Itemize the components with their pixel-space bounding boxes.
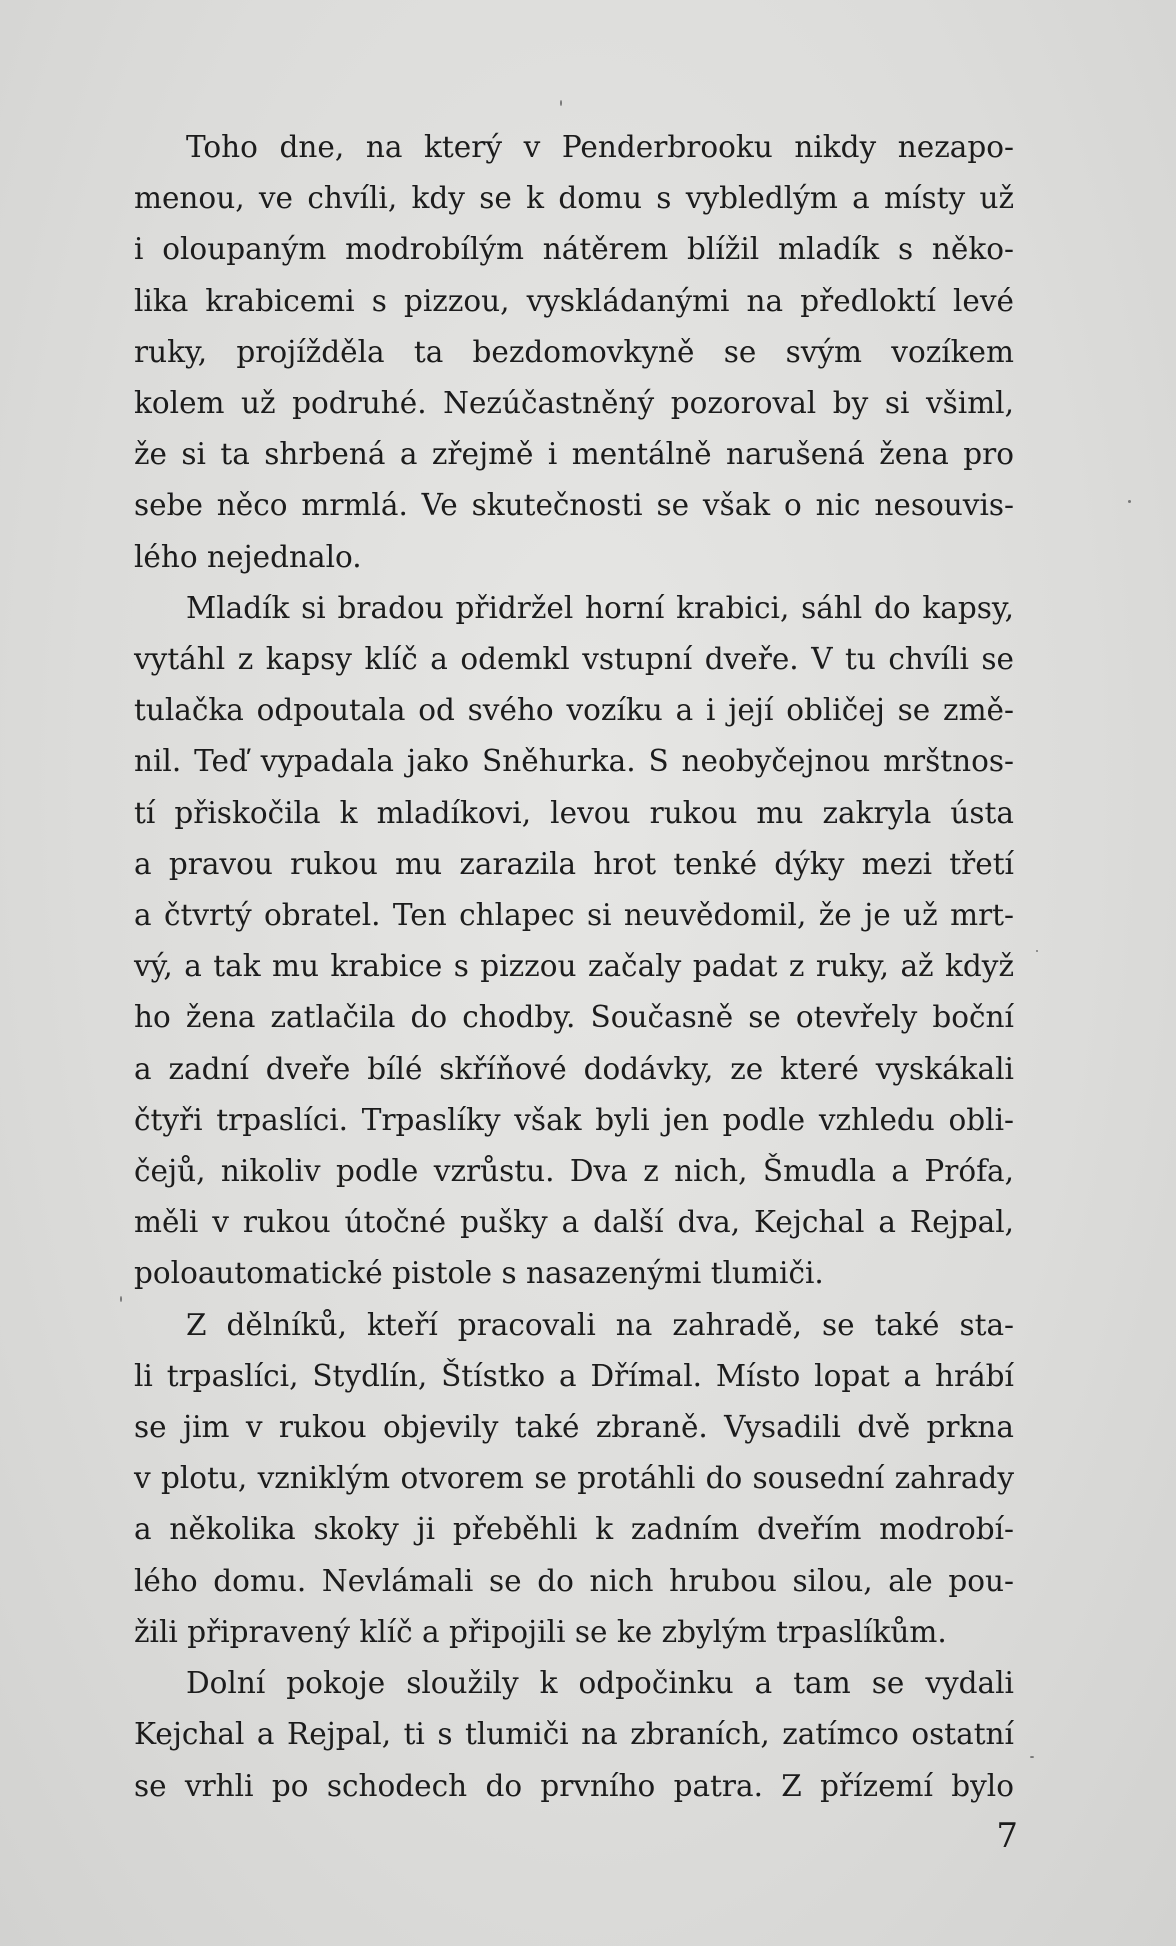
text-line: lého domu. Nevlámali se do nich hrubou silou, ale pou- <box>134 1563 1014 1598</box>
text-line: li trpaslíci, Stydlín, Štístko a Dřímal. Místo lopat a hrábí <box>134 1358 1014 1393</box>
text-line: a několika skoky ji přeběhli k zadním dveřím modrobí- <box>134 1512 1014 1547</box>
text-line: nil. Teď vypadala jako Sněhurka. S neobyčejnou mrštnos- <box>134 744 1014 779</box>
paragraph-2 <box>134 583 1014 1300</box>
text-line: žili připravený klíč a připojili se ke zbylým trpaslíkům. <box>134 1614 947 1649</box>
text-line: Z dělníků, kteří pracovali na zahradě, se také sta- <box>186 1307 1014 1342</box>
text-line: čtyři trpaslíci. Trpaslíky však byli jen podle vzhledu obli- <box>134 1102 1014 1137</box>
text-line: ho žena zatlačila do chodby. Současně se otevřely boční <box>134 1000 1014 1035</box>
text-line: menou, ve chvíli, kdy se k domu s vybledlým a místy už <box>134 181 1014 216</box>
text-line: a čtvrtý obratel. Ten chlapec si neuvědomil, že je už mrt- <box>134 898 1014 933</box>
text-line: a zadní dveře bílé skříňové dodávky, ze které vyskákali <box>134 1051 1014 1086</box>
text-line: i oloupaným modrobílým nátěrem blížil mladík s něko- <box>134 232 1014 267</box>
text-line: se jim v rukou objevily také zbraně. Vysadili dvě prkna <box>134 1410 1014 1445</box>
text-line: Toho dne, na který v Penderbrooku nikdy nezapo- <box>186 130 1014 164</box>
text-line: měli v rukou útočné pušky a další dva, Kejchal a Rejpal, <box>134 1205 1014 1240</box>
text-line: tulačka odpoutala od svého vozíku a i její obličej se změ- <box>134 693 1014 728</box>
text-line: vytáhl z kapsy klíč a odemkl vstupní dveře. V tu chvíli se <box>134 642 1014 677</box>
text-line: a pravou rukou mu zarazila hrot tenké dýky mezi třetí <box>134 846 1014 881</box>
text-line: se vrhli po schodech do prvního patra. Z přízemí bylo <box>134 1768 1014 1803</box>
text-line: Kejchal a Rejpal, ti s tlumiči na zbraních, zatímco ostatní <box>134 1717 1014 1752</box>
text-line: v plotu, vzniklým otvorem se protáhli do sousední zahrady <box>134 1461 1014 1496</box>
text-line: čejů, nikoliv podle vzrůstu. Dva z nich, Šmudla a Prófa, <box>134 1154 1014 1189</box>
text-line: lika krabicemi s pizzou, vyskládanými na předloktí levé <box>134 283 1014 318</box>
paper-speck <box>1036 950 1038 952</box>
text-line: kolem už podruhé. Nezúčastněný pozoroval by si všiml, <box>134 386 1014 421</box>
page-body-text <box>134 122 1014 1812</box>
text-line: poloautomatické pistole s nasazenými tlumiči. <box>134 1256 824 1291</box>
page-number: 7 <box>996 1816 1018 1856</box>
text-line: ruky, projížděla ta bezdomovkyně se svým vozíkem <box>134 334 1014 369</box>
paragraph-1 <box>134 122 1014 583</box>
paper-speck <box>1128 500 1131 503</box>
paragraph-4 <box>134 1658 1014 1812</box>
paper-speck <box>120 1296 122 1302</box>
text-line: Dolní pokoje sloužily k odpočinku a tam se vydali <box>186 1666 1014 1701</box>
text-line: tí přiskočila k mladíkovi, levou rukou mu zakryla ústa <box>134 795 1014 830</box>
text-line: že si ta shrbená a zřejmě i mentálně narušená žena pro <box>134 437 1014 472</box>
paper-speck <box>1030 1756 1034 1758</box>
text-line: lého nejednalo. <box>134 539 362 574</box>
text-line: Mladík si bradou přidržel horní krabici, sáhl do kapsy, <box>186 590 1014 625</box>
text-line: vý, a tak mu krabice s pizzou začaly padat z ruky, až když <box>134 949 1014 984</box>
text-line: sebe něco mrmlá. Ve skutečnosti se však o nic nesouvis- <box>134 488 1014 523</box>
paragraph-3 <box>134 1300 1014 1658</box>
paper-speck <box>560 100 562 106</box>
